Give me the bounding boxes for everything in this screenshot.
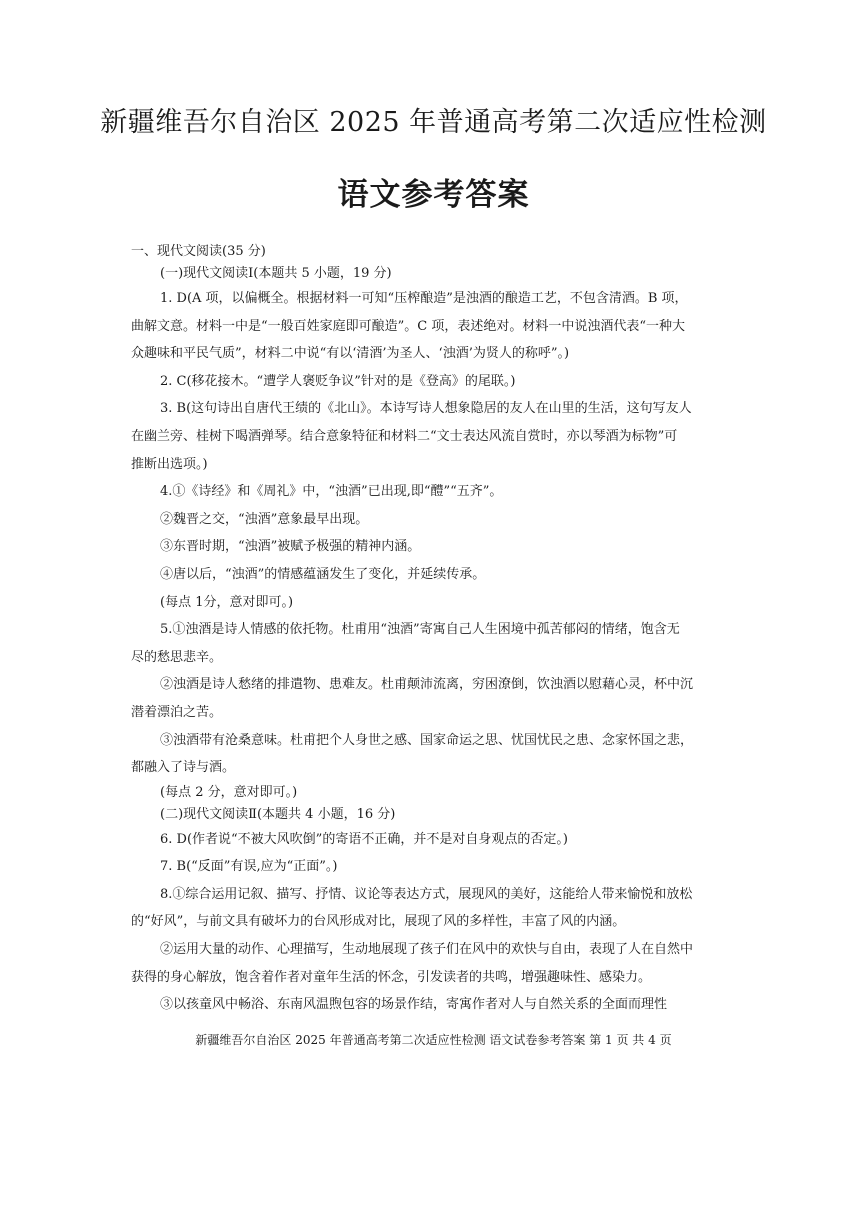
text-line: 7. B(“反面”有误,应为“正面”。): [160, 859, 338, 875]
text-line: 众趣味和平民气质”，材料二中说“有以‘清酒’为圣人、‘浊酒’为贤人的称呼”。): [131, 346, 570, 362]
text-line: 5.①浊酒是诗人情感的依托物。杜甫用“浊酒”寄寓自己人生困境中孤苦郁闷的情绪，饱含无: [160, 622, 680, 638]
text-line: 推断出选项。): [131, 456, 208, 472]
answer-body: [131, 241, 741, 1019]
text-line: 获得的身心解放，饱含着作者对童年生活的怀念，引发读者的共鸣，增强趣味性、感染力。: [131, 969, 652, 985]
document-subtitle: 语文参考答案: [337, 177, 530, 213]
document-title: 新疆维吾尔自治区 2025 年普通高考第二次适应性检测: [100, 107, 767, 138]
text-line: 6. D(作者说“不被大风吹倒”的寄语不正确，并不是对自身观点的否定。): [160, 831, 568, 847]
text-line: 一、现代文阅读(35 分): [131, 244, 266, 259]
text-line: ②浊酒是诗人愁绪的排遣物、患难友。杜甫颠沛流离，穷困潦倒，饮浊酒以慰藉心灵，杯中沉: [160, 677, 694, 693]
text-line: (每点 2 分，意对即可。): [160, 784, 298, 800]
text-line: ③东晋时期，“浊酒”被赋予极强的精神内涵。: [160, 539, 421, 555]
text-line: 在幽兰旁、桂树下喝酒弹琴。结合意象特征和材料二“文士表达风流自赏时，亦以琴酒为标物”可: [131, 428, 678, 444]
text-line: 都融入了诗与酒。: [131, 760, 236, 776]
text-line: (每点 1分，意对即可。): [160, 594, 294, 610]
text-line: (一)现代文阅读Ⅰ(本题共 5 小题，19 分): [160, 266, 392, 281]
text-line: 的“好风”，与前文具有破坏力的台风形成对比，展现了风的多样性，丰富了风的内涵。: [131, 914, 626, 930]
text-line: ③浊酒带有沧桑意味。杜甫把个人身世之感、国家命运之思、忧国忧民之患、念家怀国之悲，: [160, 732, 694, 748]
text-line: 潜着漂泊之苦。: [131, 704, 223, 720]
text-line: 曲解文意。材料一中是“一般百姓家庭即可酿造”。C 项，表述绝对。材料一中说浊酒代表“一种大: [131, 318, 686, 334]
text-line: (二)现代文阅读Ⅱ(本题共 4 小题，16 分): [160, 806, 396, 822]
text-line: 尽的愁思悲辛。: [131, 649, 223, 665]
text-line: 2. C(移花接木。“遭学人褒贬争议”针对的是《登高》的尾联。): [160, 373, 516, 389]
text-line: 3. B(这句诗出自唐代王绩的《北山》。本诗写诗人想象隐居的友人在山里的生活，这句写友人: [160, 401, 692, 417]
text-line: 8.①综合运用记叙、描写、抒情、议论等表达方式，展现风的美好，这能给人带来愉悦和放松: [160, 886, 693, 902]
text-line: 1. D(A 项，以偏概全。根据材料一可知“压榨酿造”是浊酒的酿造工艺，不包含清酒。B 项，: [160, 291, 688, 306]
text-line: ②运用大量的动作、心理描写，生动地展现了孩子们在风中的欢快与自由，表现了人在自然中: [160, 942, 694, 958]
text-line: ③以孩童风中畅浴、东南风温煦包容的场景作结，寄寓作者对人与自然关系的全面而理性: [160, 997, 668, 1013]
text-line: ④唐以后，“浊酒”的情感蕴涵发生了变化，并延续传承。: [160, 566, 486, 582]
page-footer: 新疆维吾尔自治区 2025 年普通高考第二次适应性检测 语文试卷参考答案 第 1 页 共 4 页: [195, 1033, 672, 1047]
text-line: ②魏晋之交，“浊酒”意象最早出现。: [160, 511, 369, 527]
text-line: 4.①《诗经》和《周礼》中，“浊酒”已出现,即“醴”“五齐”。: [160, 484, 503, 500]
